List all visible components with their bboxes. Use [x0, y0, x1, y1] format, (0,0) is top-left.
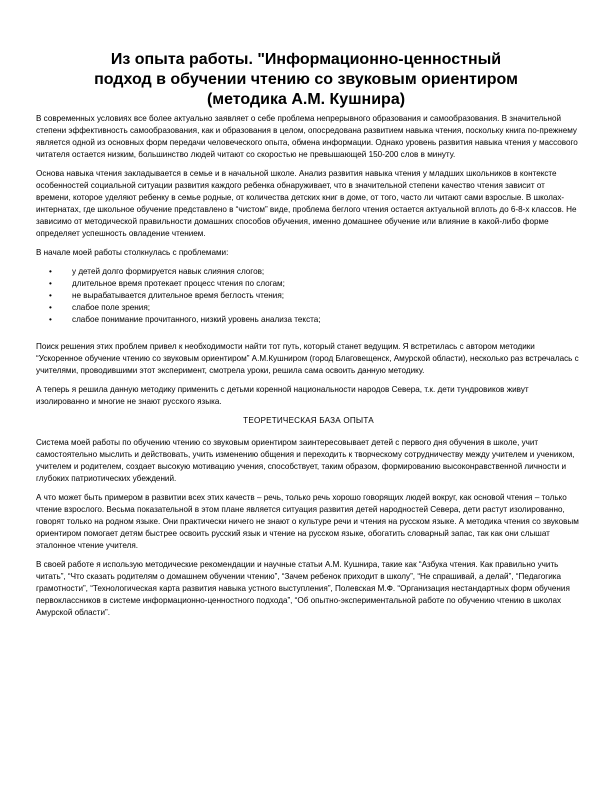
section-heading: ТЕОРЕТИЧЕСКАЯ БАЗА ОПЫТА [243, 416, 374, 425]
paragraph: А что может быть примером в развитии всех этих качеств – речь, только речь хорошо говорящих людей вокруг, как основой чтения – только чтение взрослого. Весьма показательной в этом плане является ситуация развития детей народностей Севера, дети растут изолированно, говорят только на родном языке. Они практически ничего не знают о культуре речи и чтения на русском языке. А методика чтения со звуковым ориентиром помогает детям быстрее освоить русский язык и чтение на русском языке, обогатить словарный запас, так как они слышат эталонное чтение учителя. [36, 493, 579, 550]
problems-list [36, 266, 581, 326]
list-item-text: слабое понимание прочитанного, низкий уровень анализа текста; [72, 315, 321, 324]
document-body [36, 113, 581, 626]
title-line-1: Из опыта работы. "Информационно-ценностный [110, 51, 502, 68]
title-line-3: (методика А.М. Кушнира) [206, 91, 406, 108]
page-title [40, 50, 572, 110]
list-item-text: у детей долго формируется навык слияния слогов; [72, 267, 265, 276]
paragraph: Поиск решения этих проблем привел к необходимости найти тот путь, который станет ведущим. Я встретилась с автором методики “Ускоренное обучение чтению со звуковым ориентиром” А.М.Кушниром (город Благовещенск, Амурской области), несколько раз встречалась с учителями, проводившими этот эксперимент, смотрела уроки, решила сама освоить данную методику. [36, 342, 579, 375]
list-item [36, 314, 581, 326]
paragraph: В современных условиях все более актуально заявляет о себе проблема непрерывного образования и самообразования. В значительной степени эффективность самообразования, как и образования в целом, опосредована развитием навыка чтения, поскольку книга по-прежнему является одной из основных форм передачи человеческого опыта, обмена информации. Однако уровень развития навыка чтения у массового читателя остается низким, большинство людей читают со скоростью не превышающей 150-200 слов в минуту. [36, 114, 578, 159]
list-item [36, 290, 581, 302]
list-item-text: слабое поле зрения; [72, 303, 150, 312]
paragraph: Основа навыка чтения закладывается в семье и в начальной школе. Анализ развития навыка чтения у младших школьников в контексте особенностей социальной ситуации развития каждого ребенка обнаруживает, что в значительной степени качество чтения зависит от времени, которое уделяют ребенку в семье родные, от количества детских книг в доме, от того, часто ли читают сами взрослые. В школах-интернатах, где школьное обучение представлено в “чистом” виде, проблема беглого чтения остается актуальной вплоть до 6-8-х классов. Не зависимо от методической правильности домашних способов обучения, именно домашнее обучение или влияние в какой-либо форме определяет успешность овладение чтением. [36, 169, 577, 238]
bullet-icon: • [49, 291, 52, 300]
list-item [36, 278, 581, 290]
bullet-icon: • [49, 279, 52, 288]
list-item [36, 302, 581, 314]
bullet-icon: • [49, 267, 52, 276]
list-item-text: длительное время протекает процесс чтения по слогам; [72, 279, 285, 288]
list-item [36, 266, 581, 278]
bullet-icon: • [49, 303, 52, 312]
paragraph: В начале моей работы столкнулась с проблемами: [36, 248, 229, 257]
paragraph: А теперь я решила данную методику применить с детьми коренной национальности народов Севера, т.к. дети тундровиков живут изолированно и многие не знают русского языка. [36, 385, 529, 406]
paragraph: Система моей работы по обучению чтению со звуковым ориентиром заинтересовывает детей с первого дня обучения в школе, учит самостоятельно мыслить и действовать, учить изменению общения и переходить к творческому сотрудничеству между учителем и учеником, учителем и родителем, создает высокую мотивацию учения, способствует, таким образом, формированию высоконравственной личности и глубоких патриотических убеждений. [36, 438, 575, 483]
paragraph: В своей работе я использую методические рекомендации и научные статьи А.М. Кушнира, такие как “Азбука чтения. Как правильно учить читать”, “Что сказать родителям о домашнем обучении чтению”, “Зачем ребенок приходит в школу”, “Не спрашивай, а делай”, “Педагогика грамотности”, “Технологическая карта развития навыка устного выступления”, Полевская М.Ф. “Организация нестандартных форм обучения первоклассников в системе информационно-ценностного подхода”, “Об опытно-экспериментальной работе по обучению чтению в школах Амурской области”. [36, 560, 570, 617]
title-line-2: подход в обучении чтению со звуковым ориентиром [94, 71, 518, 88]
list-item-text: не вырабатывается длительное время беглость чтения; [72, 291, 284, 300]
bullet-icon: • [49, 315, 52, 324]
